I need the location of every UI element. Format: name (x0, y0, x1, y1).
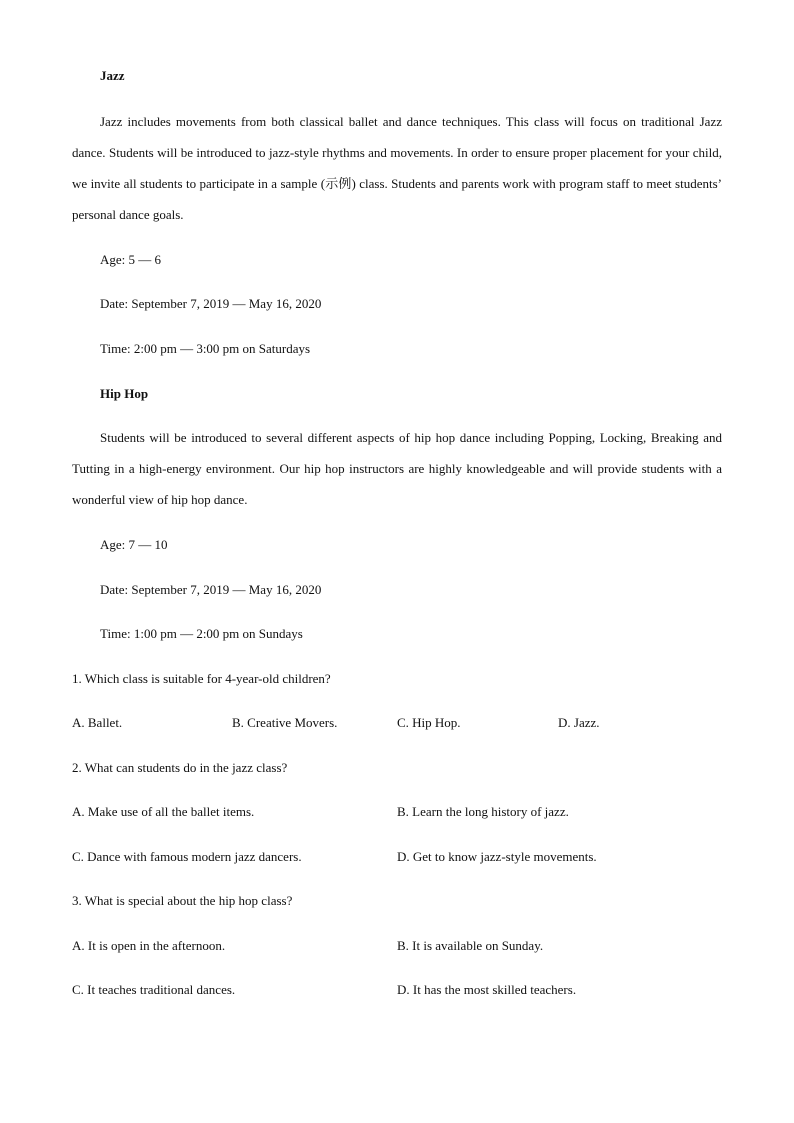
question-3-option-a[interactable]: A. It is open in the afternoon. (72, 938, 226, 953)
question-1-option-d[interactable]: D. Jazz. (558, 715, 600, 730)
jazz-description: Jazz includes movements from both classical ballet and dance techniques. This class will focus on traditional Jazz dance. Students will be introduced to jazz-style rhythms and movements. In order to ensure proper placement for your child, we invite all students to participate in a sample (示例) class. Students and parents work with program staff to meet students’ personal dance goals. (72, 114, 722, 222)
jazz-time: Time: 2:00 pm — 3:00 pm on Saturdays (100, 341, 311, 356)
question-1-option-b[interactable]: B. Creative Movers. (232, 715, 338, 730)
jazz-date: Date: September 7, 2019 — May 16, 2020 (100, 296, 322, 311)
hiphop-heading: Hip Hop (100, 386, 149, 401)
question-2-option-d[interactable]: D. Get to know jazz-style movements. (397, 849, 597, 864)
hiphop-time: Time: 1:00 pm — 2:00 pm on Sundays (100, 626, 303, 641)
question-2-option-c[interactable]: C. Dance with famous modern jazz dancers. (72, 849, 302, 864)
jazz-heading: Jazz (100, 68, 125, 83)
hiphop-description: Students will be introduced to several different aspects of hip hop dance including Popping, Locking, Breaking and Tutting in a high-energy environment. Our hip hop instructors are highly knowledgeable and will provide students with a wonderful view of hip hop dance. (72, 430, 722, 507)
question-2: 2. What can students do in the jazz class? (72, 760, 288, 775)
question-3: 3. What is special about the hip hop class? (72, 893, 293, 908)
question-1-option-a[interactable]: A. Ballet. (72, 715, 123, 730)
question-2-option-b[interactable]: B. Learn the long history of jazz. (397, 804, 569, 819)
question-3-option-b[interactable]: B. It is available on Sunday. (397, 938, 544, 953)
question-2-option-a[interactable]: A. Make use of all the ballet items. (72, 804, 255, 819)
question-3-option-c[interactable]: C. It teaches traditional dances. (72, 982, 236, 997)
jazz-age: Age: 5 — 6 (100, 252, 162, 267)
question-1-option-c[interactable]: C. Hip Hop. (397, 715, 461, 730)
hiphop-age: Age: 7 — 10 (100, 537, 168, 552)
question-3-option-d[interactable]: D. It has the most skilled teachers. (397, 982, 577, 997)
question-1: 1. Which class is suitable for 4-year-old children? (72, 671, 331, 686)
hiphop-date: Date: September 7, 2019 — May 16, 2020 (100, 582, 322, 597)
